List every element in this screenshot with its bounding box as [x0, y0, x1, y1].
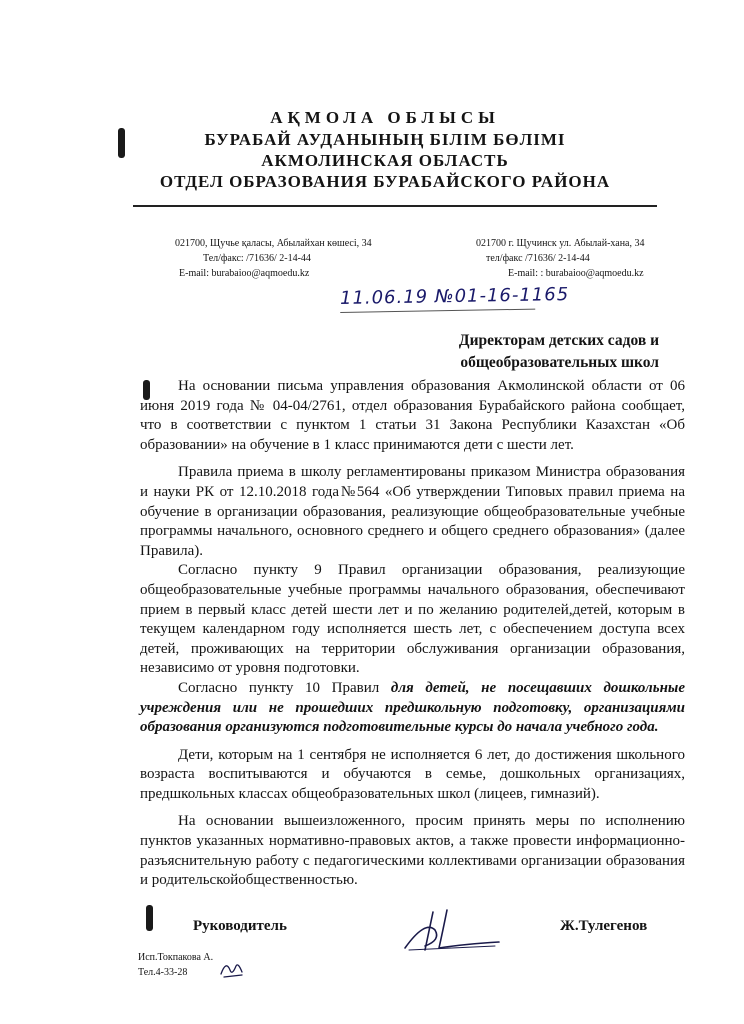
address-email-ru: E-mail: : burabaioo@aqmoedu.kz: [508, 268, 644, 279]
punch-mark-top: [118, 128, 125, 158]
paragraph-6: На основании вышеизложенного, просим принять меры по исполнению пунктов указанных нормативно-правовых актов, а также провести информационно-разъяснительную работу с педагогическими коллективами организации образования и родительскойобщественностью.: [140, 813, 685, 889]
letter-body: [140, 377, 685, 891]
recipient-line-2: общеобразовательных школ: [460, 354, 659, 371]
registration-number: [340, 284, 570, 309]
signatory-title: Руководитель: [193, 918, 287, 934]
recipient-line-1: Директорам детских садов и: [458, 332, 659, 349]
address-phone-ru: тел/факс /71636/ 2-14-44: [486, 253, 590, 264]
address-street-ru: 021700 г. Щучинск ул. Абылай-хана, 34: [476, 238, 645, 249]
address-block-kz: [175, 236, 372, 281]
punch-mark-bottom: [146, 905, 153, 931]
executor-block: [138, 950, 213, 980]
address-street-kz: 021700, Щучье қаласы, Абылайхан көшесі, 34: [175, 238, 372, 249]
address-block-ru: [476, 236, 645, 281]
paragraph-1: На основании письма управления образования Акмолинской области от 06 июня 2019 года № 04-04/2761, отдел образования Бурабайского района сообщает, что в соответствии с пунктом 1 статьи 31 Закона Республики Казахстан «Об образовании» на обучение в 1 класс принимаются дети с шести лет.: [140, 378, 685, 453]
signatory-name: Ж.Тулегенов: [560, 918, 648, 934]
executor-name: Исп.Токпакова А.: [138, 952, 214, 963]
handwritten-initials: [218, 958, 246, 980]
paragraph-4: [140, 679, 685, 738]
paragraph-2: Правила приема в школу регламентированы приказом Министра образования и науки РК от 12.10.2018 года№564 «Об утверждении Типовых правил приема на обучение в организации образования, реализующие общеобразовательные учебные программы начального, основного среднего и общего среднего образования» (далее Правила).: [140, 464, 685, 559]
header-divider: [133, 205, 657, 207]
registration-underline: [340, 309, 535, 313]
paragraph-3: Согласно пункту 9 Правил организации образования, реализующие общеобразовательные учебные программы начального образования, обеспечивают прием в первый класс детей шести лет и по желанию родителей,детей, которым в текущем календарном году исполняется шесть лет, с обеспечением доступа всех детей, проживающих на территории обслуживания организации образования, независимо от уровня подготовки.: [140, 562, 685, 677]
header-line-department-ru: ОТДЕЛ ОБРАЗОВАНИЯ БУРАБАЙСКОГО РАЙОНА: [159, 172, 611, 191]
paragraph-5: Дети, которым на 1 сентября не исполняется 6 лет, до достижения школьного возраста воспитываются и обучаются в семье, дошкольных организациях, предшкольных классах общеобразовательных школ (лицеев, гимназий).: [140, 746, 685, 802]
executor-phone: Тел.4-33-28: [138, 967, 188, 978]
recipient-block: [459, 330, 659, 374]
paragraph-4-plain: Согласно пункту 10 Правил: [178, 679, 391, 696]
address-email-kz: E-mail: burabaioo@aqmoedu.kz: [179, 268, 310, 279]
paragraph-4-emphasis: для детей, не посещавших дошкольные учреждения или не прошедших предшкольную подготовку, организациями образования организуются подготовительные курсы до начала учебного года.: [140, 679, 685, 736]
address-phone-kz: Тел/факс: /71636/ 2-14-44: [203, 253, 311, 264]
header-line-region-ru: АКМОЛИНСКАЯ ОБЛАСТЬ: [261, 151, 509, 170]
header-line-region-kz: АҚМОЛА ОБЛЫСЫ: [270, 108, 500, 127]
handwritten-signature: [395, 900, 505, 955]
header-line-department-kz: БУРАБАЙ АУДАНЫНЫҢ БІЛІМ БӨЛІМІ: [204, 130, 566, 149]
registration-number-text: 11.06.19 №01-16-1165: [339, 284, 570, 309]
